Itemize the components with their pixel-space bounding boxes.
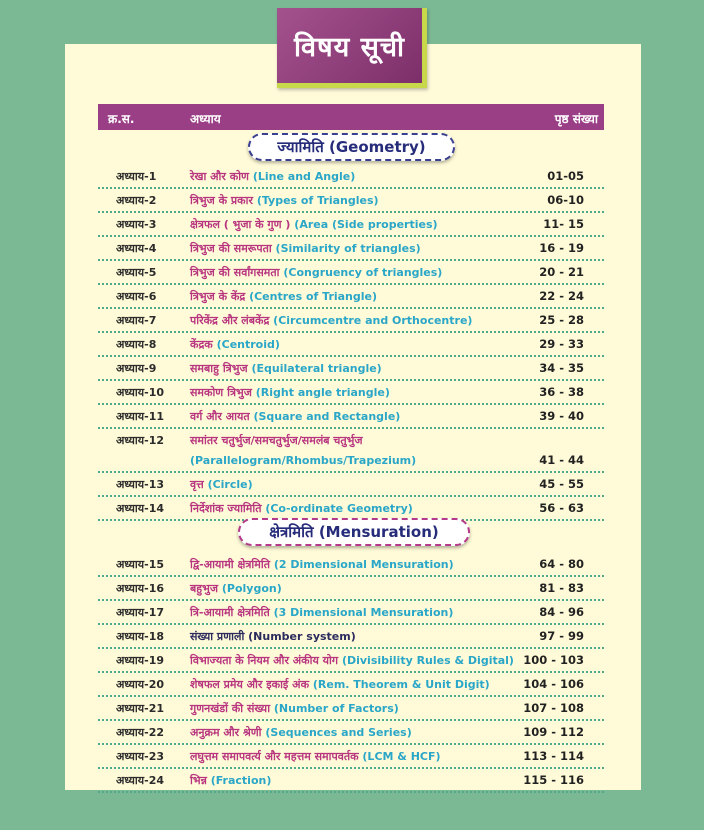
chapter-title-english: (Number system) [248, 630, 356, 643]
chapter-number: अध्याय-24 [116, 774, 165, 787]
chapter-title-english: (Parallelogram/Rhombus/Trapezium) [190, 454, 417, 467]
page-range: 100 - 103 [523, 653, 584, 667]
chapter-number: अध्याय-9 [116, 362, 157, 375]
table-row [98, 647, 604, 673]
chapter-title-english: (Sequences and Series) [265, 726, 412, 739]
chapter-topic [190, 605, 453, 620]
table-row [98, 719, 604, 745]
page-range: 16 - 19 [539, 241, 584, 255]
chapter-topic [190, 501, 413, 516]
page-range: 104 - 106 [523, 677, 584, 691]
chapter-number: अध्याय-21 [116, 702, 165, 715]
chapter-title-english: (Centroid) [216, 338, 280, 351]
chapter-title-hindi: परिकेंद्र और लंबकेंद्र [190, 314, 270, 327]
page-range: 84 - 96 [539, 605, 584, 619]
page-range: 36 - 38 [539, 385, 584, 399]
chapter-topic [190, 581, 282, 596]
chapter-title-english: (Divisibility Rules & Digital) [341, 654, 514, 667]
chapter-title-hindi: क्षेत्रफल ( भुजा के गुण ) [190, 218, 291, 231]
chapter-topic [190, 337, 280, 352]
table-row [98, 743, 604, 769]
chapter-title-english: (Number of Factors) [273, 702, 399, 715]
chapter-title-english: (Square and Rectangle) [253, 410, 401, 423]
chapter-title-english: (Circle) [207, 478, 253, 491]
chapter-topic [190, 477, 253, 492]
header-chapter: अध्याय [190, 112, 221, 126]
table-row [98, 403, 604, 429]
chapter-title-hindi: त्रिभुज के केंद्र [190, 290, 246, 303]
chapter-title-english: (Centres of Triangle) [249, 290, 378, 303]
page-range: 115 - 116 [523, 773, 584, 787]
chapter-topic [190, 313, 472, 328]
chapter-title-hindi: शेषफल प्रमेय और इकाई अंक [190, 678, 310, 691]
chapter-title-english: (Area (Side properties) [294, 218, 438, 231]
chapter-number: अध्याय-16 [116, 582, 165, 595]
section-mensuration: क्षेत्रमिति (Mensuration) [238, 518, 470, 546]
chapter-title-hindi: बहुभुज [190, 582, 219, 595]
table-row [98, 767, 604, 793]
chapter-title-hindi: विभाज्यता के नियम और अंकीय योग [190, 654, 339, 667]
chapter-topic [190, 265, 442, 280]
chapter-title-english: (Rem. Theorem & Unit Digit) [312, 678, 490, 691]
chapter-topic [190, 409, 400, 424]
chapter-topic [190, 749, 441, 764]
chapter-title-hindi: वर्ग और आयत [190, 410, 250, 423]
chapter-title-english: (Similarity of triangles) [275, 242, 421, 255]
chapter-number: अध्याय-12 [116, 434, 165, 447]
header-serial: क्र.स. [108, 112, 135, 126]
page-range: 29 - 33 [539, 337, 584, 351]
chapter-topic [190, 217, 438, 232]
chapter-number: अध्याय-2 [116, 194, 157, 207]
chapter-topic [190, 193, 379, 208]
page-range: 45 - 55 [539, 477, 584, 491]
chapter-title-hindi: त्रिभुज की सर्वांगसमता [190, 266, 280, 279]
chapter-title-hindi: केंद्रक [190, 338, 213, 351]
chapter-title-english: (Polygon) [221, 582, 282, 595]
chapter-topic [190, 701, 399, 716]
page-range: 109 - 112 [523, 725, 584, 739]
chapter-number: अध्याय-7 [116, 314, 157, 327]
page-range: 64 - 80 [539, 557, 584, 571]
table-row [98, 235, 604, 261]
page-range: 25 - 28 [539, 313, 584, 327]
chapter-number: अध्याय-8 [116, 338, 157, 351]
chapter-title-hindi: त्रि-आयामी क्षेत्रमिति [190, 606, 270, 619]
chapter-topic [190, 385, 390, 400]
table-row [98, 355, 604, 381]
table-row [98, 671, 604, 697]
chapter-title-hindi: संख्या प्रणाली [190, 630, 245, 643]
chapter-topic [190, 557, 454, 572]
page-range: 39 - 40 [539, 409, 584, 423]
chapter-topic [190, 677, 490, 692]
table-row [98, 211, 604, 237]
chapter-number: अध्याय-15 [116, 558, 165, 571]
chapter-topic [190, 361, 382, 376]
chapter-number: अध्याय-14 [116, 502, 165, 515]
chapter-title-english: (3 Dimensional Mensuration) [273, 606, 454, 619]
chapter-title-hindi: रेखा और कोण [190, 170, 250, 183]
page-range: 34 - 35 [539, 361, 584, 375]
page-range: 06-10 [547, 193, 584, 207]
chapter-number: अध्याय-11 [116, 410, 165, 423]
page-range: 01-05 [547, 169, 584, 183]
chapter-title-english: (2 Dimensional Mensuration) [273, 558, 454, 571]
chapter-title-hindi: अनुक्रम और श्रेणी [190, 726, 262, 739]
table-row [98, 471, 604, 497]
table-row [98, 427, 604, 473]
chapter-title-english: (Fraction) [210, 774, 272, 787]
chapter-title-hindi: समांतर चतुर्भुज/समचतुर्भुज/समलंब चतुर्भुज [190, 434, 363, 447]
page-range: 22 - 24 [539, 289, 584, 303]
chapter-number: अध्याय-4 [116, 242, 157, 255]
chapter-title-english: (Right angle triangle) [255, 386, 390, 399]
chapter-number: अध्याय-10 [116, 386, 165, 399]
page-range: 41 - 44 [539, 453, 584, 467]
chapter-title-hindi: वृत्त [190, 478, 204, 491]
chapter-title-hindi: गुणनखंडों की संख्या [190, 702, 271, 715]
chapter-number: अध्याय-20 [116, 678, 165, 691]
page-range: 113 - 114 [523, 749, 584, 763]
chapter-number: अध्याय-13 [116, 478, 165, 491]
chapter-title-english: (Circumcentre and Orthocentre) [273, 314, 473, 327]
chapter-title-hindi: लघुत्तम समापवर्त्य और महत्तम समापवर्तक [190, 750, 359, 763]
chapter-title-hindi: निर्देशांक ज्यामिति [190, 502, 262, 515]
chapter-title-english: (Equilateral triangle) [251, 362, 382, 375]
chapter-topic [190, 653, 514, 668]
chapter-number: अध्याय-1 [116, 170, 157, 183]
table-row [98, 283, 604, 309]
chapter-number: अध्याय-3 [116, 218, 157, 231]
page-range: 107 - 108 [523, 701, 584, 715]
page-range: 97 - 99 [539, 629, 584, 643]
page-range: 11- 15 [543, 217, 584, 231]
chapter-title-hindi: द्वि-आयामी क्षेत्रमिति [190, 558, 270, 571]
page-range: 56 - 63 [539, 501, 584, 515]
header-page: पृष्ठ संख्या [554, 112, 598, 126]
chapter-title-hindi: समबाहु त्रिभुज [190, 362, 248, 375]
chapter-title-english: (Types of Triangles) [256, 194, 379, 207]
table-row [98, 259, 604, 285]
table-row [98, 599, 604, 625]
chapter-topic [190, 289, 377, 304]
chapter-title-hindi: भिन्न [190, 774, 207, 787]
table-row [98, 379, 604, 405]
table-row [98, 623, 604, 649]
table-row [98, 331, 604, 357]
chapter-title-hindi: त्रिभुज के प्रकार [190, 194, 253, 207]
chapter-number: अध्याय-18 [116, 630, 165, 643]
chapter-topic [190, 169, 355, 184]
table-header [98, 104, 604, 130]
table-row [98, 575, 604, 601]
chapter-number: अध्याय-6 [116, 290, 157, 303]
chapter-title-english: (Congruency of triangles) [283, 266, 443, 279]
chapter-title-hindi: त्रिभुज की समरूपता [190, 242, 272, 255]
chapter-title-english: (LCM & HCF) [362, 750, 441, 763]
chapter-number: अध्याय-17 [116, 606, 165, 619]
chapter-number: अध्याय-22 [116, 726, 165, 739]
chapter-title-english: (Co-ordinate Geometry) [265, 502, 413, 515]
table-row [98, 307, 604, 333]
table-row [98, 163, 604, 189]
table-row [98, 187, 604, 213]
table-row [98, 695, 604, 721]
chapter-title-english: (Line and Angle) [252, 170, 356, 183]
page-title: विषय सूची [277, 8, 427, 88]
chapter-topic [190, 241, 421, 256]
chapter-topic [190, 629, 356, 644]
page-range: 81 - 83 [539, 581, 584, 595]
page-range: 20 - 21 [539, 265, 584, 279]
chapter-number: अध्याय-5 [116, 266, 157, 279]
table-row [98, 551, 604, 577]
section-geometry: ज्यामिति (Geometry) [248, 133, 455, 161]
chapter-title-hindi: समकोण त्रिभुज [190, 386, 252, 399]
chapter-topic [190, 773, 271, 788]
chapter-number: अध्याय-23 [116, 750, 165, 763]
chapter-topic [190, 433, 416, 467]
chapter-number: अध्याय-19 [116, 654, 165, 667]
chapter-topic [190, 725, 412, 740]
